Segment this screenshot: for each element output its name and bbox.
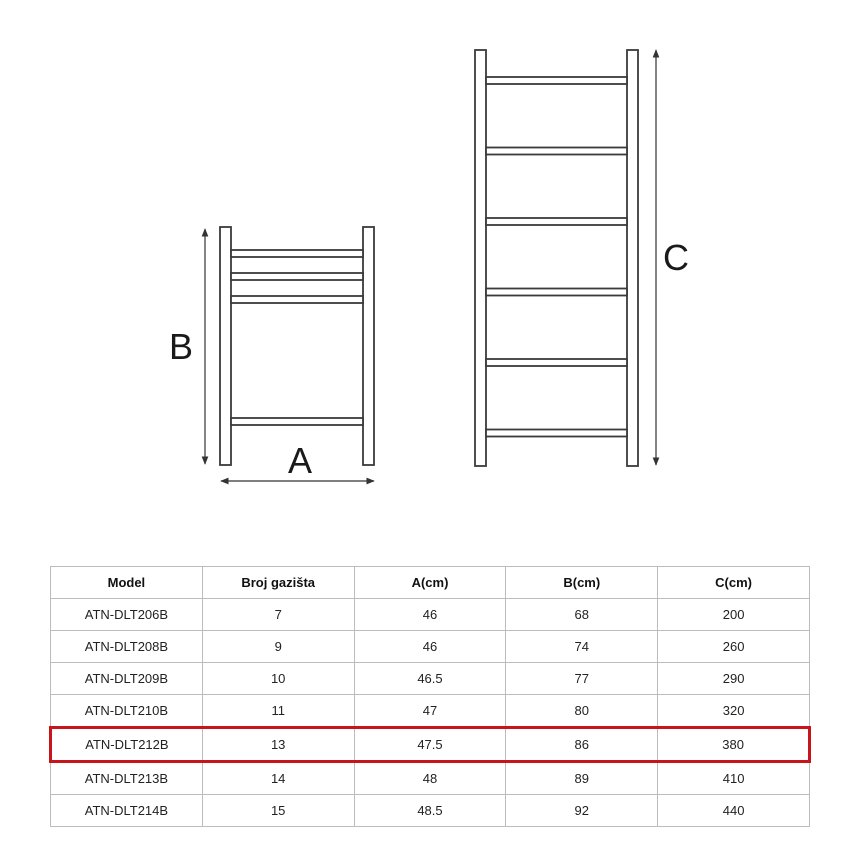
large-ladder-rung <box>486 359 627 366</box>
cell-c: 200 <box>658 599 810 631</box>
cell-model: ATN-DLT209B <box>51 663 203 695</box>
cell-c: 380 <box>658 728 810 762</box>
large-ladder-rung <box>486 77 627 84</box>
table-row <box>51 631 810 663</box>
large-ladder-rung <box>486 218 627 225</box>
header-a: A(cm) <box>354 567 506 599</box>
cell-step-count: 14 <box>202 762 354 795</box>
cell-step-count: 7 <box>202 599 354 631</box>
header-step-count: Broj gazišta <box>202 567 354 599</box>
cell-step-count: 13 <box>202 728 354 762</box>
cell-model: ATN-DLT210B <box>51 695 203 728</box>
table-header-row <box>51 567 810 599</box>
cell-b: 68 <box>506 599 658 631</box>
cell-b: 80 <box>506 695 658 728</box>
small-ladder-rung <box>231 418 363 425</box>
cell-model: ATN-DLT206B <box>51 599 203 631</box>
cell-c: 440 <box>658 795 810 827</box>
large-ladder-rung <box>486 148 627 155</box>
cell-b: 77 <box>506 663 658 695</box>
cell-a: 46 <box>354 631 506 663</box>
table-row <box>51 695 810 728</box>
cell-model: ATN-DLT212B <box>51 728 203 762</box>
small-ladder <box>220 227 374 465</box>
dimension-b-label: B <box>169 326 194 367</box>
cell-a: 48 <box>354 762 506 795</box>
large-ladder <box>475 50 638 466</box>
table-row <box>51 599 810 631</box>
header-model: Model <box>51 567 203 599</box>
large-ladder-rung <box>486 430 627 437</box>
cell-step-count: 9 <box>202 631 354 663</box>
large-ladder-left-rail <box>475 50 486 466</box>
cell-c: 260 <box>658 631 810 663</box>
dimension-a <box>221 440 374 481</box>
small-ladder-rungs <box>231 250 363 425</box>
cell-model: ATN-DLT213B <box>51 762 203 795</box>
cell-c: 320 <box>658 695 810 728</box>
header-b: B(cm) <box>506 567 658 599</box>
cell-a: 47.5 <box>354 728 506 762</box>
small-ladder-rung <box>231 273 363 280</box>
dimension-c-label: C <box>663 237 689 278</box>
cell-a: 46 <box>354 599 506 631</box>
table-row <box>51 795 810 827</box>
small-ladder-right-rail <box>363 227 374 465</box>
small-ladder-left-rail <box>220 227 231 465</box>
cell-c: 290 <box>658 663 810 695</box>
cell-b: 74 <box>506 631 658 663</box>
table-row <box>51 762 810 795</box>
table-row-highlighted <box>51 728 810 762</box>
cell-step-count: 15 <box>202 795 354 827</box>
cell-b: 86 <box>506 728 658 762</box>
cell-a: 47 <box>354 695 506 728</box>
specification-table <box>49 566 811 827</box>
dimension-b <box>169 229 205 464</box>
cell-a: 46.5 <box>354 663 506 695</box>
small-ladder-rung <box>231 296 363 303</box>
cell-c: 410 <box>658 762 810 795</box>
large-ladder-right-rail <box>627 50 638 466</box>
cell-model: ATN-DLT208B <box>51 631 203 663</box>
cell-step-count: 10 <box>202 663 354 695</box>
cell-model: ATN-DLT214B <box>51 795 203 827</box>
cell-b: 92 <box>506 795 658 827</box>
cell-a: 48.5 <box>354 795 506 827</box>
cell-b: 89 <box>506 762 658 795</box>
dimension-c <box>656 50 689 465</box>
table-row <box>51 663 810 695</box>
dimension-a-label: A <box>288 440 313 481</box>
header-c: C(cm) <box>658 567 810 599</box>
small-ladder-rung <box>231 250 363 257</box>
large-ladder-rung <box>486 289 627 296</box>
cell-step-count: 11 <box>202 695 354 728</box>
large-ladder-rungs <box>486 77 627 437</box>
